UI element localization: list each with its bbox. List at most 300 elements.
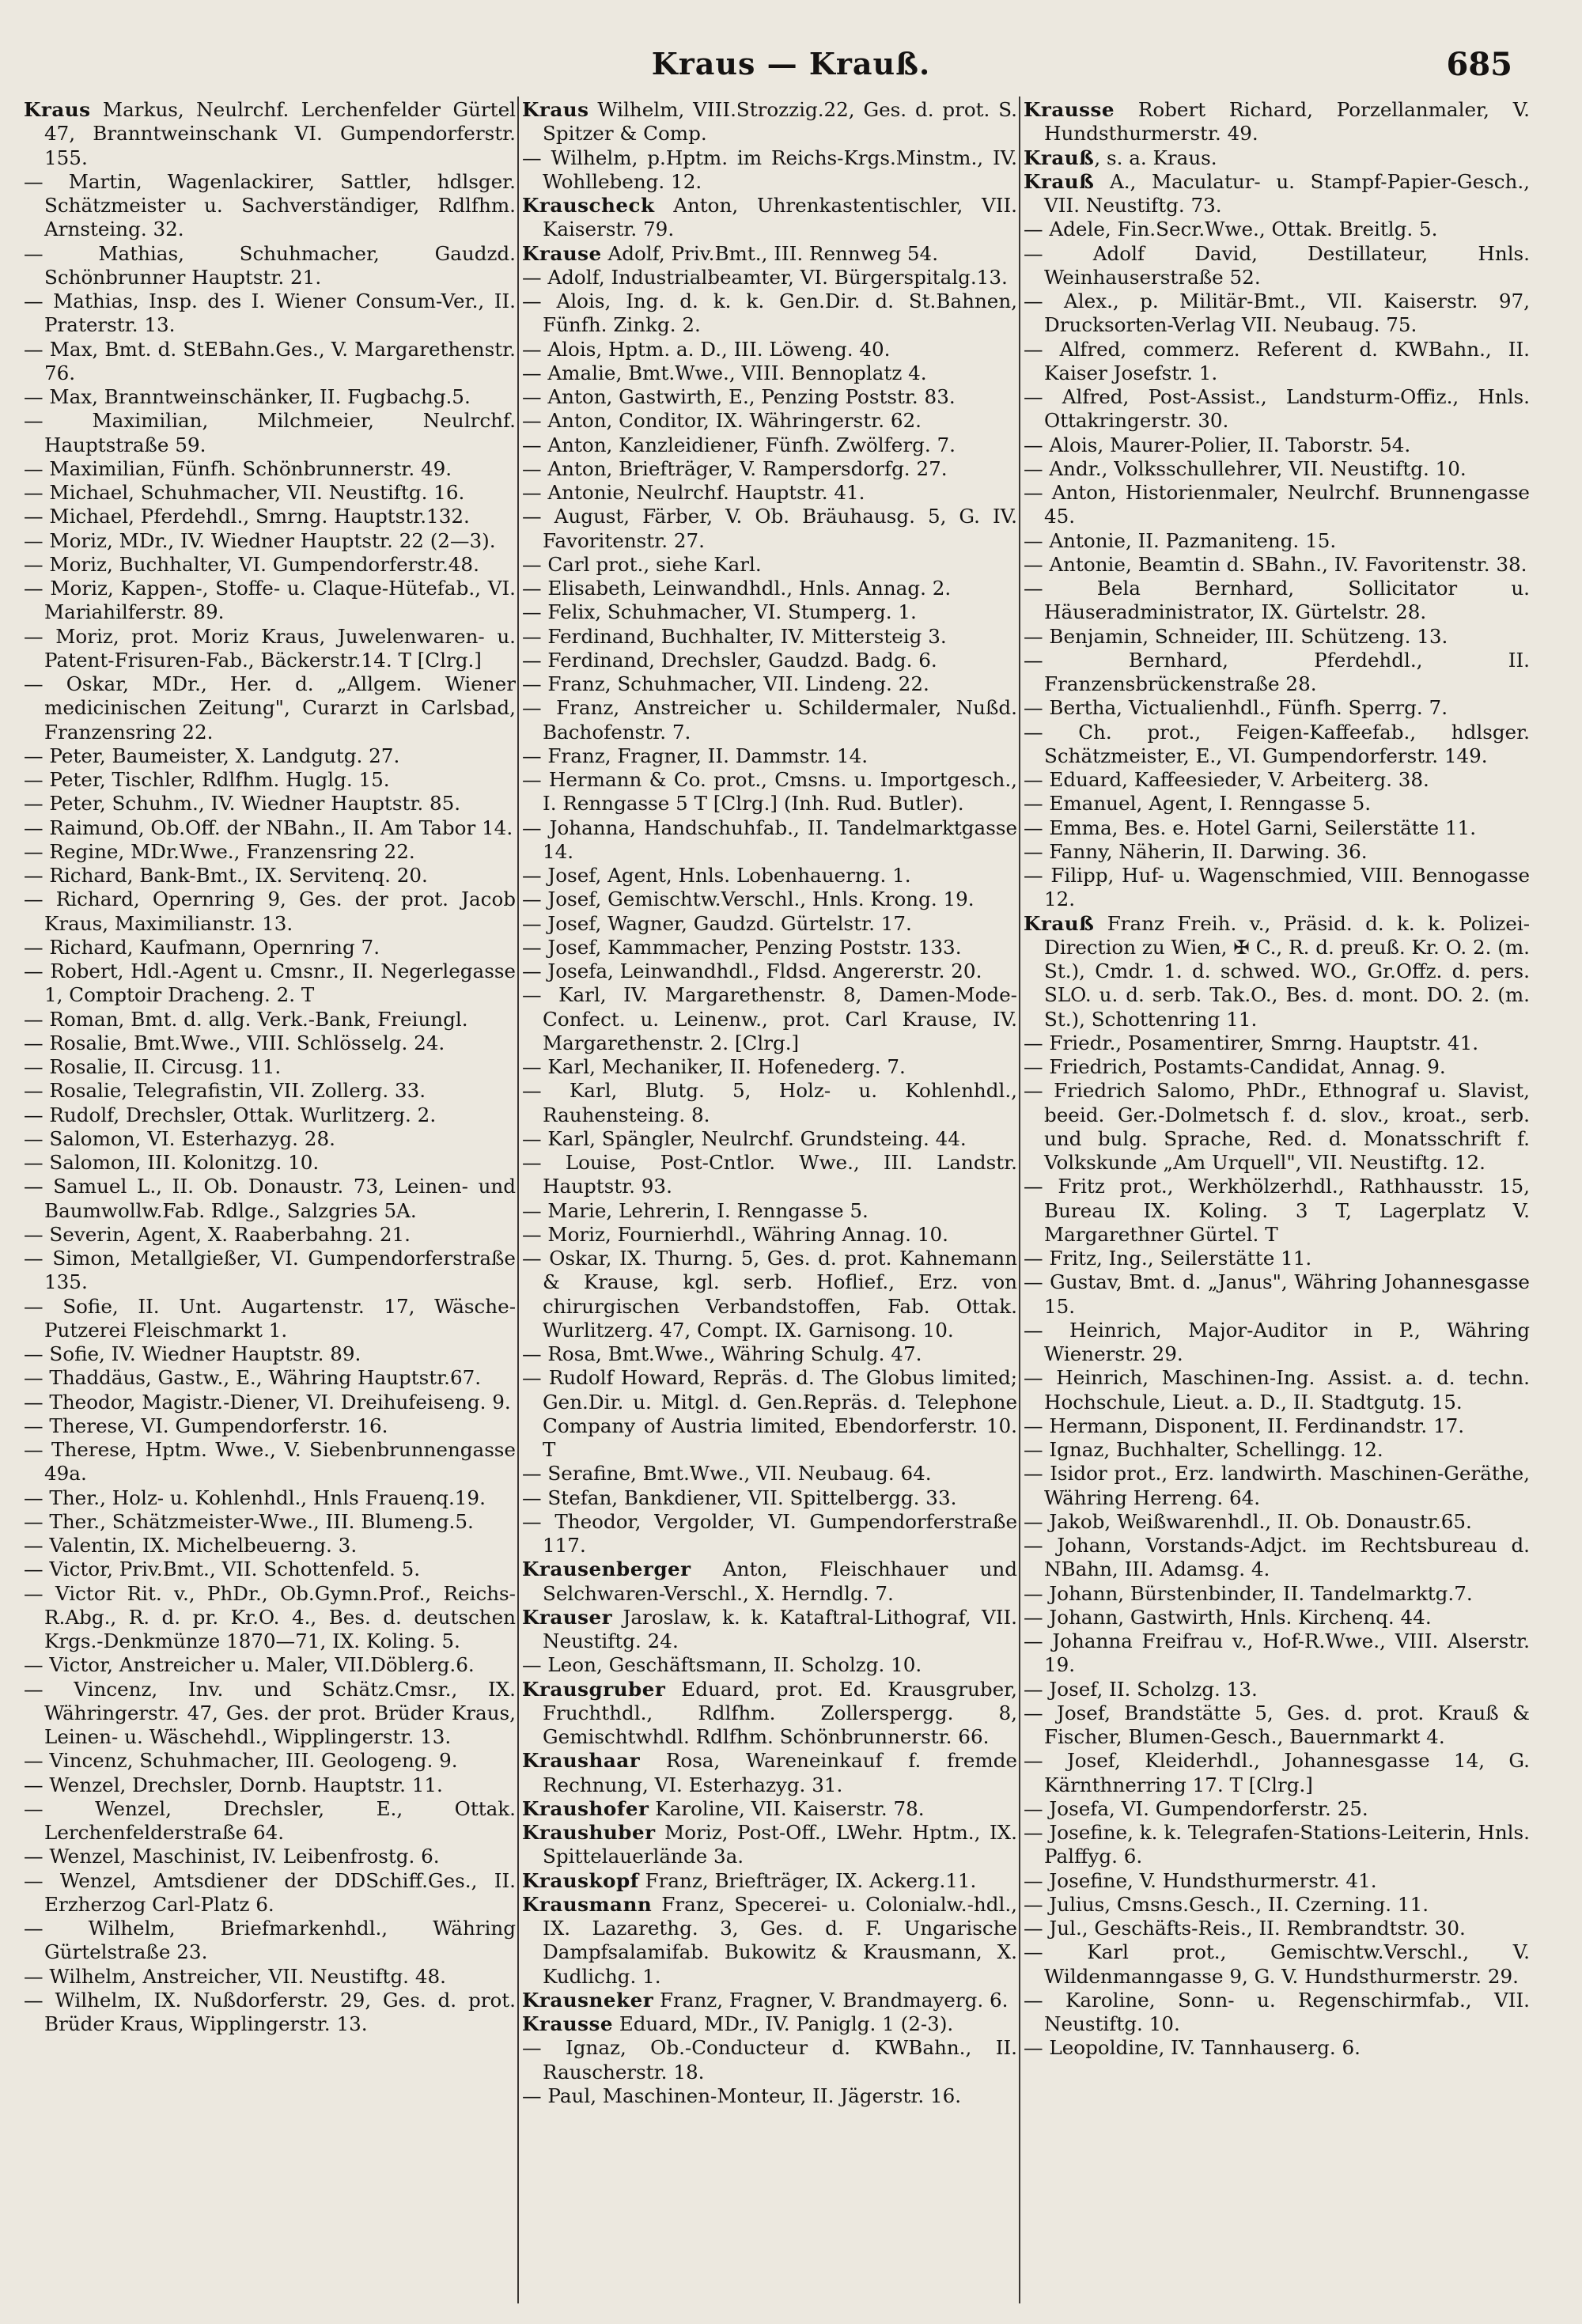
directory-entry [24,553,516,577]
entry-text: — Karl, Mechaniker, II. Hofenederg. 7. [522,1055,906,1078]
directory-entry [522,1366,1017,1462]
entry-surname: Krauß [1024,169,1095,193]
entry-text: — Gustav, Bmt. d. „Janus", Währing Johannesgasse 15. [1024,1270,1530,1318]
entry-text: — Richard, Opernring 9, Ges. der prot. Jacob Kraus, Maximilianstr. 13. [24,888,516,935]
directory-entry [24,1486,516,1510]
entry-text: — Max, Bmt. d. StEBahn.Ges., V. Margarethenstr. 76. [24,337,516,384]
directory-entry [1024,1438,1530,1462]
entry-text: — Serafine, Bmt.Wwe., VII. Neubaug. 64. [522,1462,932,1486]
directory-entry [1024,1079,1530,1175]
directory-entry [1024,840,1530,864]
entry-text: — Ch. prot., Feigen-Kaffeefab., hdlsger. Schätzmeister, E., VI. Gumpendorferstr. 149. [1024,720,1530,767]
directory-entry [522,1079,1017,1127]
entry-text: — Ignaz, Ob.-Conducteur d. KWBahn., II. Rauscherstr. 18. [522,2036,1017,2084]
directory-entry [1024,218,1530,241]
directory-entry [1024,649,1530,697]
entry-text: — Valentin, IX. Michelbeuerng. 3. [24,1534,358,1557]
directory-entry [522,1678,1017,1750]
directory-entry [522,146,1017,195]
directory-entry [24,1295,516,1343]
directory-entry [1024,1893,1530,1917]
entry-text: — Alois, Maurer-Polier, II. Taborstr. 54. [1024,433,1411,456]
entry-text: — Moriz, Buchhalter, VI. Gumpendorferstr.48. [24,552,479,576]
entry-text: Anton, Fleischhauer und Selchwaren-Verschl., X. Herndlg. 7. [543,1558,1017,1605]
entry-text: — Victor, Priv.Bmt., VII. Schottenfeld. 5. [24,1558,421,1581]
entry-text: — Anton, Gastwirth, E., Penzing Poststr. 83. [522,385,956,408]
directory-entry [24,409,516,457]
directory-entry [24,481,516,505]
directory-entry [522,2084,1017,2108]
directory-entry [1024,577,1530,625]
entry-text: — Maximilian, Fünfh. Schönbrunnerstr. 49. [24,456,452,480]
entry-text: — Franz, Anstreicher u. Schildermaler, Nußd. Bachofenstr. 7. [522,696,1017,744]
directory-entry [1024,1749,1530,1797]
entry-text: — Martin, Wagenlackirer, Sattler, hdlsger. Schätzmeister u. Sachverständiger, Rdlfhm. Arnsteing. 32. [24,169,516,241]
entry-text: Rosa, Wareneinkauf f. fremde Rechnung, VI. Esterhazyg. 31. [543,1749,1017,1796]
directory-entry [1024,242,1530,290]
entry-text: — Rosalie, Bmt.Wwe., VIII. Schlösselg. 24. [24,1031,445,1054]
entry-text: — Fritz prot., Werkhölzerhdl., Rathhausstr. 15, Bureau IX. Koling. 3 T, Lagerplatz V. Margarethner Gürtel. T [1024,1175,1530,1246]
directory-entry [24,1510,516,1534]
directory-entry [24,1008,516,1031]
entry-surname: Krausse [1024,98,1115,121]
entry-text: — Moriz, Fournierhdl., Währing Annag. 10. [522,1222,948,1246]
directory-entry [24,577,516,625]
entry-text: — Bela Bernhard, Sollicitator u. Häuseradministrator, IX. Gürtelstr. 28. [1024,577,1530,624]
entry-surname: Krausmann [522,1892,653,1916]
directory-entry [522,672,1017,696]
directory-entry [522,290,1017,338]
directory-entry [522,864,1017,888]
directory-entry [522,888,1017,911]
entry-text: — Oskar, MDr., Her. d. „Allgem. Wiener medicinischen Zeitung", Curarzt in Carlsbad, Franzensring 22. [24,672,516,744]
entry-text: — Emanuel, Agent, I. Renngasse 5. [1024,792,1372,816]
entry-text: — Wenzel, Maschinist, IV. Leibenfrostg. 6. [24,1845,440,1868]
entry-text: — Paul, Maschinen-Monteur, II. Jägerstr. 16. [522,2084,962,2107]
entry-text: — Wenzel, Drechsler, Dornb. Hauptstr. 11. [24,1773,443,1796]
directory-entry [1024,338,1530,386]
directory-entry [522,1510,1017,1558]
directory-entry [1024,481,1530,529]
directory-entry [522,768,1017,816]
entry-text: Anton, Uhrenkastentischler, VII. Kaiserstr. 79. [543,194,1017,241]
directory-entry [24,1223,516,1247]
directory-entry [24,1414,516,1438]
entry-text: — Ferdinand, Buchhalter, IV. Mittersteig 3. [522,624,947,648]
entry-text: — Carl prot., siehe Karl. [522,552,762,576]
entry-text: — Alfred, commerz. Referent d. KWBahn., II. Kaiser Josefstr. 1. [1024,337,1530,384]
entry-text: , s. a. Kraus. [1094,146,1217,169]
directory-entry [522,505,1017,553]
column-divider [1019,97,1020,2303]
entry-text: — Rudolf Howard, Repräs. d. The Globus limited; Gen.Dir. u. Mitgl. d. Gen.Repräs. d. Telephone Company of Austria limited, Ebendorferstr. 10. T [522,1366,1017,1461]
entry-text: — Thaddäus, Gastw., E., Währing Hauptstr.67. [24,1366,482,1390]
directory-entry [522,1653,1017,1677]
directory-entry [1024,1414,1530,1438]
entry-text: — Josef, Gemischtw.Verschl., Hnls. Krong. 19. [522,888,975,911]
directory-entry [1024,170,1530,218]
entry-text: — Alfred, Post-Assist., Landsturm-Offiz., Hnls. Ottakringerstr. 30. [1024,385,1530,433]
entry-text: — Fanny, Näherin, II. Darwing. 36. [1024,839,1368,863]
entry-text: Jaroslaw, k. k. Kataftral-Lithograf, VII. Neustiftg. 24. [543,1605,1017,1652]
directory-entry [522,1055,1017,1079]
entry-text: — Adele, Fin.Secr.Wwe., Ottak. Breitlg. 5. [1024,218,1438,241]
directory-entry [1024,1869,1530,1893]
entry-text: — Felix, Schuhmacher, VI. Stumperg. 1. [522,600,917,624]
entry-text: — Michael, Schuhmacher, VII. Neustiftg. 16. [24,481,465,504]
directory-entry [522,744,1017,768]
entry-surname: Krause [522,241,602,265]
entry-text: — Franz, Fragner, II. Dammstr. 14. [522,744,869,767]
directory-entry [24,625,516,673]
directory-entry [24,1534,516,1558]
entry-text: — Rosa, Bmt.Wwe., Währing Schulg. 47. [522,1342,922,1365]
entry-surname: Krauscheck [522,194,655,217]
directory-entry [24,1869,516,1917]
entry-text: — Josef, Agent, Hnls. Lobenhauerng. 1. [522,864,911,887]
entry-text: Eduard, MDr., IV. Paniglg. 1 (2-3). [613,2012,954,2035]
entry-text: Robert Richard, Porzellanmaler, V. Hundsthurmerstr. 49. [1044,98,1530,146]
entry-surname: Krausgruber [522,1677,666,1701]
entry-text: — Moriz, MDr., IV. Wiedner Hauptstr. 22 (2—3). [24,528,496,552]
directory-entry [1024,792,1530,816]
directory-entry [24,1582,516,1654]
directory-entry [522,912,1017,936]
directory-entry [522,433,1017,457]
entry-text: — Max, Branntweinschänker, II. Fugbachg.5. [24,385,471,408]
directory-entry [24,1055,516,1079]
entry-text: — Therese, Hptm. Wwe., V. Siebenbrunnengasse 49a. [24,1438,516,1486]
entry-text: — Andr., Volksschullehrer, VII. Neustiftg. 10. [1024,456,1467,480]
entry-text: — Johanna, Handschuhfab., II. Tandelmarktgasse 14. [522,816,1017,863]
directory-entry [522,1151,1017,1199]
entry-text: — Benjamin, Schneider, III. Schützeng. 13. [1024,624,1448,648]
entry-text: Franz, Briefträger, IX. Ackerg.11. [638,1868,977,1892]
entry-text: — Fritz, Ing., Seilerstätte 11. [1024,1247,1312,1270]
entry-text: — Josef, Kleiderhdl., Johannesgasse 14, G. Kärnthnerring 17. T [Clrg.] [1024,1749,1530,1796]
column-divider [517,97,519,2303]
entry-text: — Salomon, VI. Esterhazyg. 28. [24,1126,335,1150]
entry-text: — Richard, Bank-Bmt., IX. Servitenq. 20. [24,864,428,887]
directory-entry [1024,912,1530,1031]
directory-entry [1024,385,1530,433]
entry-text: — Raimund, Ob.Off. der NBahn., II. Am Tabor 14. [24,816,513,839]
directory-entry [522,481,1017,505]
directory-entry [1024,1031,1530,1055]
entry-text: Wilhelm, VIII.Strozzig.22, Ges. d. prot. S. Spitzer & Comp. [543,98,1017,146]
entry-text: — Karl, Spängler, Neulrchf. Grundsteing. 44. [522,1126,967,1150]
entry-text: — Antonie, Neulrchf. Hauptstr. 41. [522,481,865,504]
directory-entry [24,1031,516,1055]
entry-text: — Filipp, Huf- u. Wagenschmied, VIII. Bennogasse 12. [1024,864,1530,911]
entry-text: — Moriz, prot. Moriz Kraus, Juwelenwaren- u. Patent-Frisuren-Fab., Bäckerstr.14. T [Clrg.] [24,624,516,672]
entry-text: — Maximilian, Milchmeier, Neulrchf. Hauptstraße 59. [24,409,516,456]
entry-text: — Ferdinand, Drechsler, Gaudzd. Badg. 6. [522,648,937,672]
entry-text: — Anton, Kanzleidiener, Fünfh. Zwölferg. 7. [522,433,956,456]
directory-entry [1024,1270,1530,1319]
entry-text: — Bertha, Victualienhdl., Fünfh. Sperrg. 7. [1024,696,1448,720]
entry-text: — Louise, Post-Cntlor. Wwe., III. Landstr. Hauptstr. 93. [522,1151,1017,1198]
entry-text: Franz, Specerei- u. Colonialw.-hdl., IX. Lazarethg. 3, Ges. d. F. Ungarische Dampfsalamifab. Bukowitz & Krausmann, X. Kudlichg. 1. [543,1892,1017,1988]
entry-surname: Krausenberger [522,1558,691,1581]
directory-entry [522,1486,1017,1510]
column-3 [1024,98,1530,2305]
page-header [0,46,1582,93]
directory-entry [1024,1534,1530,1582]
entry-text: — Wilhelm, Anstreicher, VII. Neustiftg. 48. [24,1964,446,1988]
entry-text: — Therese, VI. Gumpendorferstr. 16. [24,1414,388,1437]
directory-entry [522,1462,1017,1486]
page-number: 685 [1446,46,1512,83]
directory-entry [1024,98,1530,146]
entry-text: — Amalie, Bmt.Wwe., VIII. Bennoplatz 4. [522,361,927,384]
directory-entry [522,1797,1017,1821]
entry-text: — Julius, Cmsns.Gesch., II. Czerning. 11. [1024,1892,1429,1916]
entry-text: — Leon, Geschäftsmann, II. Scholzg. 10. [522,1653,922,1677]
directory-entry [24,457,516,481]
entry-text: — Mathias, Schuhmacher, Gaudzd. Schönbrunner Hauptstr. 21. [24,241,516,289]
entry-text: — Josef, Kammmacher, Penzing Poststr. 133. [522,935,962,959]
directory-entry [1024,1510,1530,1534]
entry-text: — Franz, Schuhmacher, VII. Lindeng. 22. [522,672,929,695]
directory-entry [1024,1175,1530,1247]
directory-entry [522,1223,1017,1247]
directory-entry [24,864,516,888]
entry-text: — Mathias, Insp. des I. Wiener Consum-Ver., II. Praterstr. 13. [24,290,516,337]
directory-entry [1024,1678,1530,1701]
directory-entry [1024,457,1530,481]
directory-entry [522,194,1017,242]
directory-entry [1024,768,1530,792]
directory-entry [522,1558,1017,1606]
directory-entry [24,1797,516,1845]
entry-text: — Elisabeth, Leinwandhdl., Hnls. Annag. 2. [522,577,952,600]
entry-text: — Josefa, VI. Gumpendorferstr. 25. [1024,1796,1368,1820]
directory-entry [522,457,1017,481]
entry-text: — Richard, Kaufmann, Opernring 7. [24,935,380,959]
entry-text: Moriz, Post-Off., LWehr. Hptm., IX. Spittelauerlände 3a. [543,1821,1017,1868]
entry-text: — Rosalie, Telegrafistin, VII. Zollerg. 33. [24,1079,426,1103]
directory-entry [522,625,1017,649]
entry-text: — Alois, Ing. d. k. k. Gen.Dir. d. St.Bahnen, Fünfh. Zinkg. 2. [522,290,1017,337]
directory-entry [24,1678,516,1750]
directory-entry [24,98,516,170]
entry-text: — Friedr., Posamentirer, Smrng. Hauptstr. 41. [1024,1031,1479,1054]
directory-entry [1024,529,1530,553]
entry-text: — Karoline, Sonn- u. Regenschirmfab., VII. Neustiftg. 10. [1024,1988,1530,2035]
directory-entry [24,1151,516,1175]
directory-entry [24,1653,516,1677]
entry-text: — Peter, Tischler, Rdlfhm. Huglg. 15. [24,768,390,791]
directory-entry [1024,1821,1530,1869]
entry-text: — Hermann & Co. prot., Cmsns. u. Importgesch., I. Renngasse 5 T [Clrg.] (Inh. Rud. Butler). [522,768,1017,816]
directory-entry [522,266,1017,290]
directory-entry [24,1989,516,2037]
entry-text: — Heinrich, Maschinen-Ing. Assist. a. d. techn. Hochschule, Lieut. a. D., II. Stadtgutg. 15. [1024,1366,1530,1414]
entry-surname: Krauskopf [522,1868,639,1892]
directory-entry [1024,2036,1530,2060]
entry-text: A., Maculatur- u. Stampf-Papier-Gesch., VII. Neustiftg. 73. [1044,169,1530,217]
directory-entry [1024,1917,1530,1940]
entry-text: — Wilhelm, Briefmarkenhdl., Währing Gürtelstraße 23. [24,1917,516,1964]
entry-text: — Victor Rit. v., PhDr., Ob.Gymn.Prof., Reichs-R.Abg., R. d. pr. Kr.O. 4., Bes. d. deutschen Krgs.-Denkmünze 1870—71, IX. Koling. 5. [24,1581,516,1652]
directory-entry [1024,1701,1530,1750]
entry-text: — Adolf, Industrialbeamter, VI. Bürgerspitalg.13. [522,265,1008,289]
directory-entry [522,2036,1017,2084]
directory-entry [522,385,1017,409]
entry-text: — Emma, Bes. e. Hotel Garni, Seilerstätte 11. [1024,816,1477,839]
entry-text: — Stefan, Bankdiener, VII. Spittelbergg. 33. [522,1486,957,1509]
directory-entry [24,1175,516,1223]
directory-entry [24,170,516,242]
entry-text: — Marie, Lehrerin, I. Renngasse 5. [522,1198,869,1222]
entry-text: — Victor, Anstreicher u. Maler, VII.Döblerg.6. [24,1653,475,1677]
entry-text: — Vincenz, Inv. und Schätz.Cmsr., IX. Währingerstr. 47, Ges. der prot. Brüder Kraus, Leinen- u. Wäschehdl., Wipplingerstr. 13. [24,1677,516,1748]
directory-entry [522,816,1017,865]
entry-text: — Oskar, IX. Thurng. 5, Ges. d. prot. Kahnemann & Krause, kgl. serb. Hoflief., Erz. von chirurgischen Verbandstoffen, Fab. Ottak. Wurlitzerg. 47, Compt. IX. Garnisong. 10. [522,1247,1017,1342]
directory-entry [522,1989,1017,2012]
entry-text: Karoline, VII. Kaiserstr. 78. [649,1796,925,1820]
directory-entry [1024,721,1530,769]
entry-text: Adolf, Priv.Bmt., III. Rennweg 54. [601,241,939,265]
entry-text: — Simon, Metallgießer, VI. Gumpendorferstraße 135. [24,1247,516,1294]
entry-text: Franz Freih. v., Präsid. d. k. k. Polizei-Direction zu Wien, ✠ C., R. d. preuß. Kr. O. 2. (m. St.), Cmdr. 1. d. schwed. WO., Gr.Offz. d. pers. SLO. u. d. serb. Tak.O., Bes. d. mont. DO. 2. (m. St.), Schottenring 11. [1044,911,1530,1031]
directory-entry [24,385,516,409]
directory-entry [1024,1606,1530,1629]
entry-text: — Ther., Schätzmeister-Wwe., III. Blumeng.5. [24,1509,474,1533]
directory-entry [24,936,516,960]
directory-entry [522,696,1017,744]
directory-entry [24,888,516,936]
entry-text: — Bernhard, Pferdehdl., II. Franzensbrückenstraße 28. [1024,648,1530,695]
entry-text: — Eduard, Kaffeesieder, V. Arbeiterg. 38. [1024,768,1429,791]
entry-text: — Friedrich Salomo, PhDr., Ethnograf u. Slavist, beeid. Ger.-Dolmetsch f. d. slov., kroat., serb. und bulg. Sprache, Red. d. Monatsschrift f. Volkskunde „Am Urquell", VII. Neustiftg. 12. [1024,1079,1530,1174]
entry-text: Markus, Neulrchf. Lerchenfelder Gürtel 47, Branntweinschank VI. Gumpendorferstr. 155. [44,98,516,169]
entry-surname: Kraus [24,98,91,121]
entry-text: — Regine, MDr.Wwe., Franzensring 22. [24,839,415,863]
entry-text: — Leopoldine, IV. Tannhauserg. 6. [1024,2036,1361,2060]
directory-entry [1024,696,1530,720]
entry-text: — Hermann, Disponent, II. Ferdinandstr. 17. [1024,1414,1465,1437]
directory-entry [522,960,1017,983]
directory-entry [24,505,516,528]
entry-text: — Vincenz, Schuhmacher, III. Geologeng. 9. [24,1749,458,1773]
directory-entry [522,1749,1017,1797]
entry-surname: Kraushuber [522,1821,656,1844]
column-1 [24,98,516,2305]
directory-entry [24,768,516,792]
entry-text: — Josefine, k. k. Telegrafen-Stations-Leiterin, Hnls. Palffyg. 6. [1024,1821,1530,1868]
entry-text: — Josef, Brandstätte 5, Ges. d. prot. Krauß & Fischer, Blumen-Gesch., Bauernmarkt 4. [1024,1701,1530,1748]
directory-entry [24,338,516,386]
entry-text: — Antonie, II. Pazmaniteng. 15. [1024,528,1337,552]
entry-text: — Johann, Vorstands-Adjct. im Rechtsbureau d. NBahn, III. Adamsg. 4. [1024,1534,1530,1581]
entry-surname: Kraushaar [522,1749,641,1773]
directory-entry [522,1869,1017,1893]
entry-text: — Theodor, Magistr.-Diener, VI. Dreihufeiseng. 9. [24,1390,511,1414]
directory-entry [1024,553,1530,577]
directory-entry [522,2012,1017,2036]
entry-text: — Salomon, III. Kolonitzg. 10. [24,1151,320,1174]
directory-entry [1024,864,1530,912]
directory-entry [1024,816,1530,840]
entry-text: — Karl prot., Gemischtw.Verschl., V. Wildenmanngasse 9, G. V. Hundsthurmerstr. 29. [1024,1940,1530,1988]
directory-entry [522,983,1017,1055]
entry-surname: Krausse [522,2012,613,2035]
entry-text: — Antonie, Beamtin d. SBahn., IV. Favoritenstr. 38. [1024,552,1527,576]
directory-entry [1024,1940,1530,1989]
directory-entry [24,1773,516,1797]
entry-text: — Severin, Agent, X. Raaberbahng. 21. [24,1222,411,1246]
directory-entry [24,1391,516,1414]
entry-text: — Anton, Briefträger, V. Rampersdorfg. 27. [522,456,948,480]
entry-text: — August, Färber, V. Ob. Bräuhausg. 5, G. IV. Favoritenstr. 27. [522,505,1017,552]
entry-text: — Josef, II. Scholzg. 13. [1024,1677,1258,1701]
entry-text: — Josefa, Leinwandhdl., Fldsd. Angererstr. 20. [522,960,982,982]
entry-text: Franz, Fragner, V. Brandmayerg. 6. [653,1988,1009,2012]
directory-entry [24,672,516,744]
directory-entry [522,98,1017,146]
entry-text: — Theodor, Vergolder, VI. Gumpendorferstraße 117. [522,1509,1017,1557]
directory-entry [24,1103,516,1127]
directory-entry [522,553,1017,577]
directory-entry [1024,290,1530,338]
entry-surname: Kraus [522,98,589,121]
entry-text: — Karl, IV. Margarethenstr. 8, Damen-Mode-Confect. u. Leinenw., prot. Carl Krause, IV. Margarethenstr. 2. [Clrg.] [522,983,1017,1054]
directory-entry [24,1079,516,1103]
column-2 [522,98,1017,2305]
entry-text: — Jakob, Weißwarenhdl., II. Ob. Donaustr.65. [1024,1509,1472,1533]
entry-text: — Jul., Geschäfts-Reis., II. Rembrandtstr. 30. [1024,1917,1466,1940]
directory-entry [24,1438,516,1486]
entry-surname: Krauser [522,1605,613,1629]
directory-entry [1024,146,1530,170]
entry-text: — Wilhelm, IX. Nußdorferstr. 29, Ges. d. prot. Brüder Kraus, Wipplingerstr. 13. [24,1988,516,2035]
entry-text: — Isidor prot., Erz. landwirth. Maschinen-Geräthe, Währing Herreng. 64. [1024,1462,1530,1509]
entry-text: — Peter, Baumeister, X. Landgutg. 27. [24,744,400,767]
directory-entry [522,936,1017,960]
entry-text: — Adolf David, Destillateur, Hnls. Weinhauserstraße 52. [1024,241,1530,289]
directory-entry [522,1606,1017,1654]
directory-entry [522,409,1017,433]
entry-text: — Rudolf, Drechsler, Ottak. Wurlitzerg. 2. [24,1103,437,1126]
directory-entry [24,840,516,864]
entry-text: — Samuel L., II. Ob. Donaustr. 73, Leinen- und Baumwollw.Fab. Rdlge., Salzgries 5A. [24,1175,516,1222]
directory-entry [24,1127,516,1151]
directory-entry [24,1558,516,1581]
directory-entry [1024,433,1530,457]
directory-entry [1024,1629,1530,1678]
entry-text: — Alex., p. Militär-Bmt., VII. Kaiserstr. 97, Drucksorten-Verlag VII. Neubaug. 75. [1024,290,1530,337]
entry-text: — Wenzel, Amtsdiener der DDSchiff.Ges., II. Erzherzog Carl-Platz 6. [24,1868,516,1916]
entry-text: — Johann, Bürstenbinder, II. Tandelmarktg.7. [1024,1581,1473,1605]
directory-entry [522,361,1017,385]
entry-text: — Anton, Historienmaler, Neulrchf. Brunnengasse 45. [1024,481,1530,528]
entry-text: — Wilhelm, p.Hptm. im Reichs-Krgs.Minstm., IV. Wohllebeng. 12. [522,146,1017,193]
entry-text: — Ther., Holz- u. Kohlenhdl., Hnls Frauenq.19. [24,1486,486,1509]
entry-text: Eduard, prot. Ed. Krausgruber, Fruchthdl., Rdlfhm. Zollerspergg. 8, Gemischtwhdl. Rdlfhm. Schönbrunnerstr. 66. [543,1677,1017,1748]
entry-text: — Michael, Pferdehdl., Smrng. Hauptstr.132. [24,505,470,528]
entry-surname: Krausneker [522,1988,654,2012]
entry-text: — Moriz, Kappen-, Stoffe- u. Claque-Hütefab., VI. Mariahilferstr. 89. [24,577,516,624]
directory-entry [522,1893,1017,1989]
directory-entry [1024,1797,1530,1821]
directory-entry [522,1821,1017,1869]
directory-entry [24,1342,516,1366]
directory-entry [24,816,516,840]
entry-text: — Sofie, IV. Wiedner Hauptstr. 89. [24,1342,361,1365]
directory-entry [1024,625,1530,649]
